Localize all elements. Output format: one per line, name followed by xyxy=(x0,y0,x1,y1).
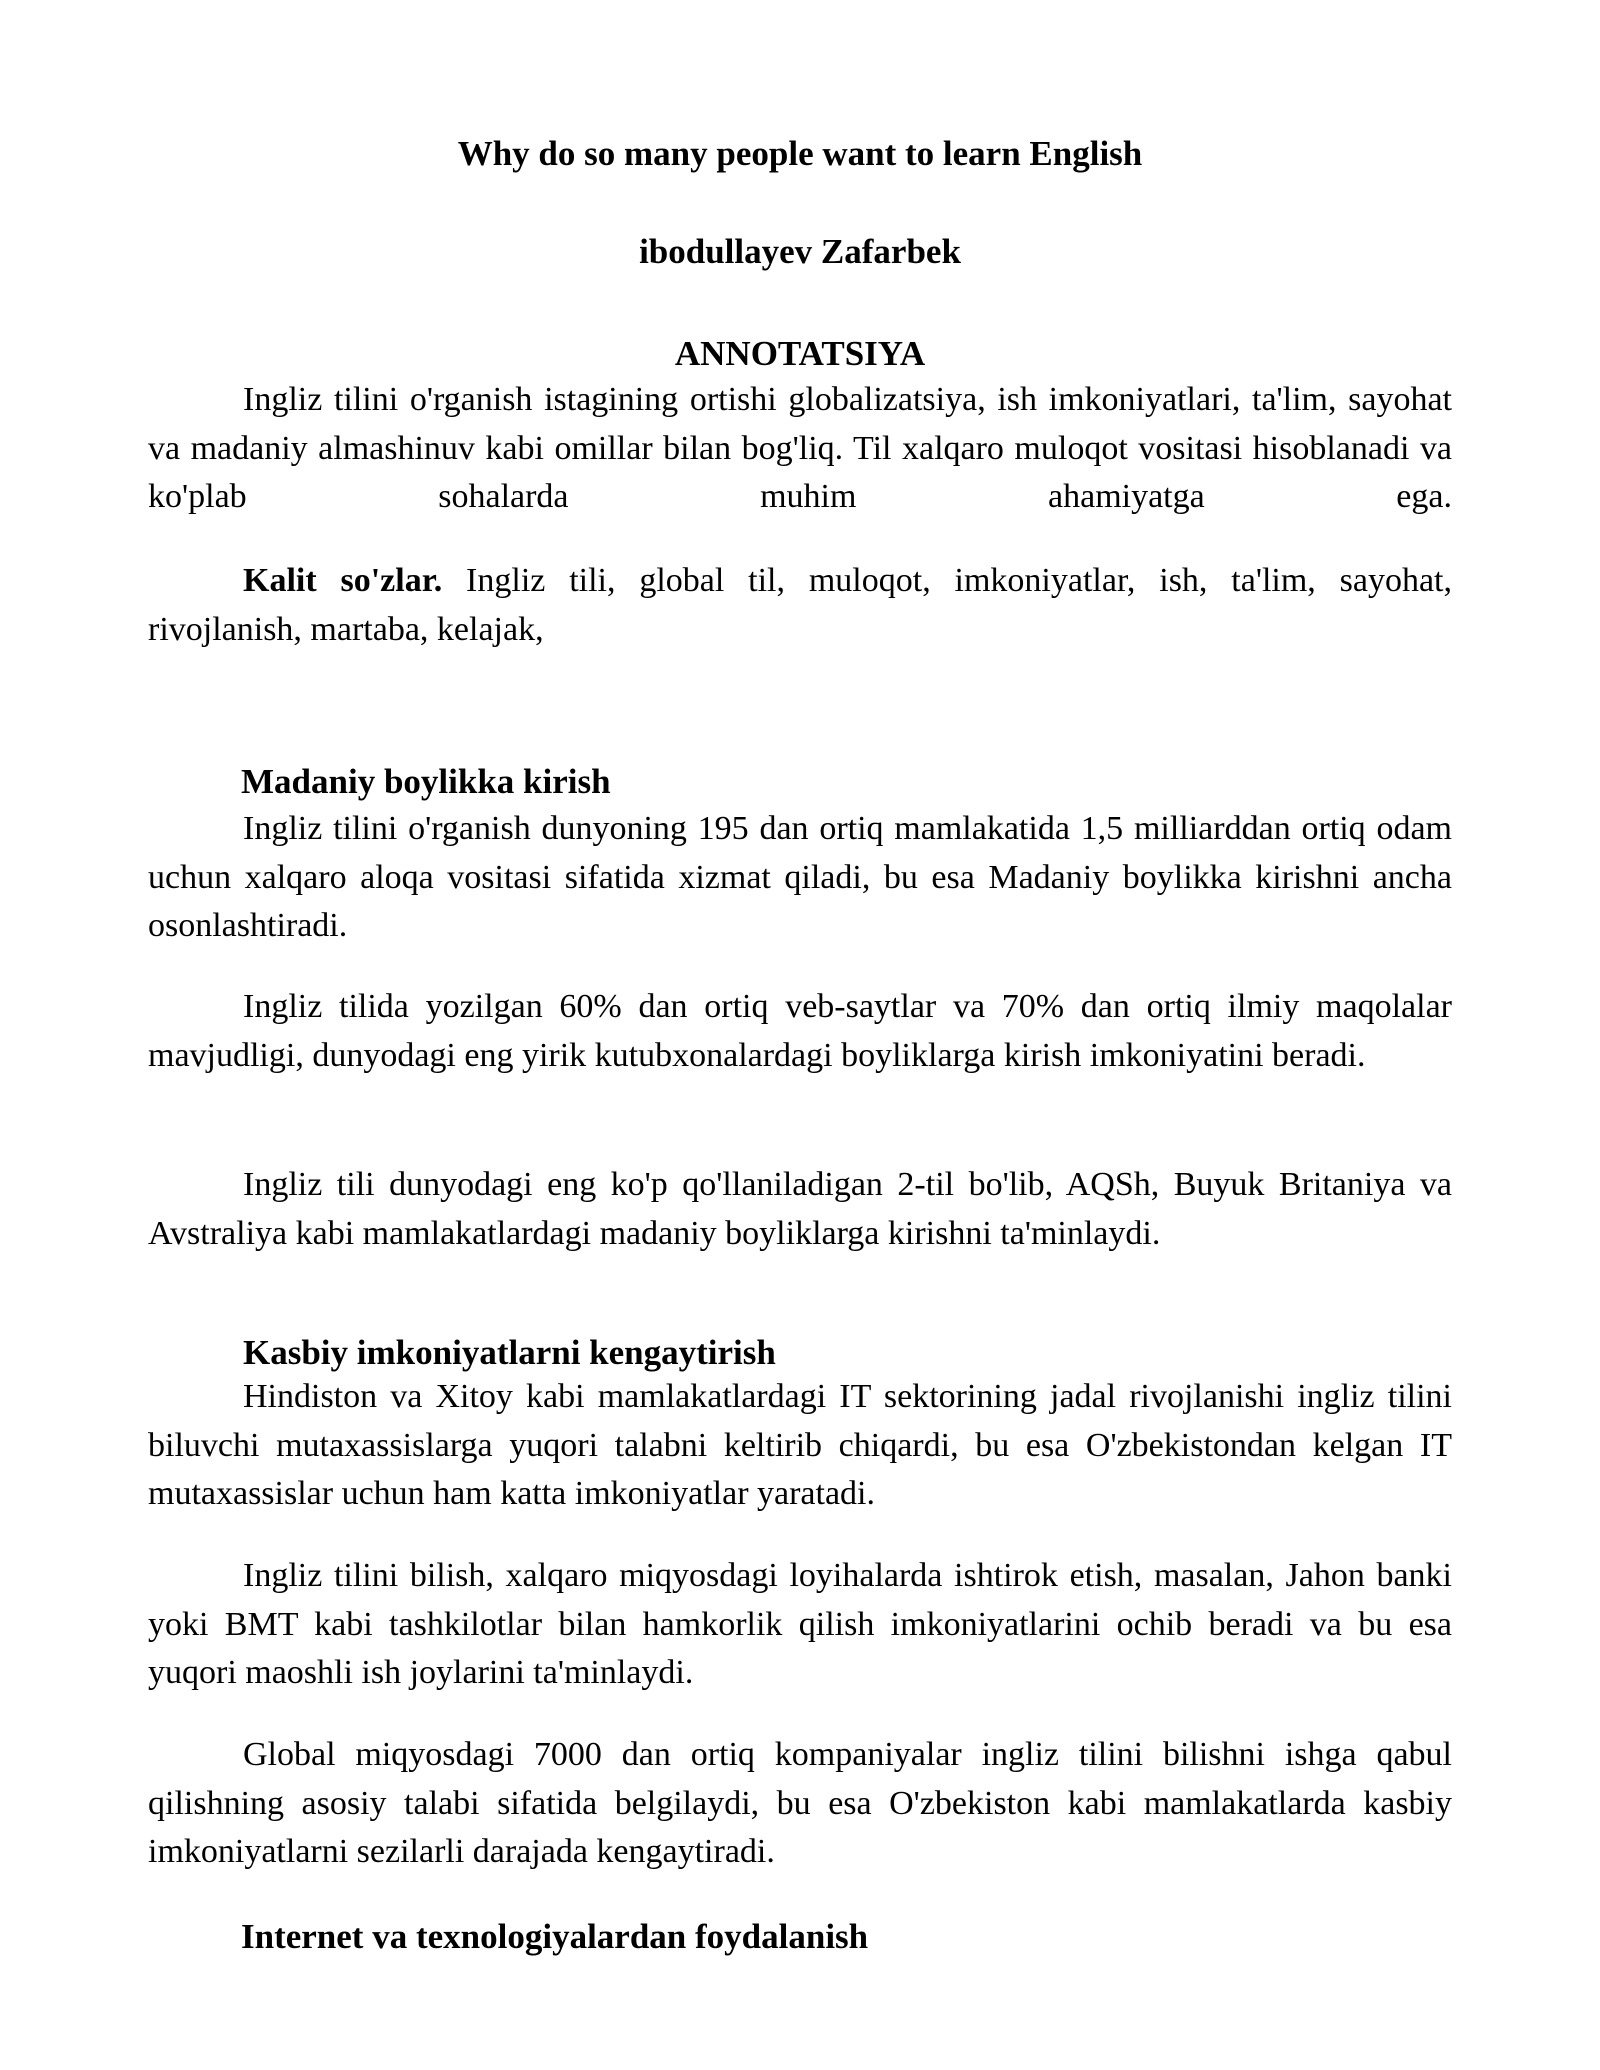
paragraph: Ingliz tilida yozilgan 60% dan ortiq veb-saytlar va 70% dan ortiq ilmiy maqolalar mavjudligi, dunyodagi eng yirik kutubxonalardagi boyliklarga kirish imkoniyatini beradi. xyxy=(148,988,1452,1074)
keywords-label: Kalit so'zlar. xyxy=(243,562,443,599)
section-1-paragraph-2 xyxy=(148,983,1452,1080)
author-name: ibodullayev Zafarbek xyxy=(639,232,961,271)
annotation-heading: ANNOTATSIYA xyxy=(674,334,926,373)
document-title: Why do so many people want to learn English xyxy=(457,134,1143,173)
annotation-block xyxy=(148,376,1452,522)
section-1-paragraph-3 xyxy=(148,1161,1452,1258)
annotation-paragraph: Ingliz tilini o'rganish istagining ortishi globalizatsiya, ish imkoniyatlari, ta'lim, sayohat va madaniy almashinuv kabi omillar bilan bog'liq. Til xalqaro muloqot vositasi hisoblanadi va ko'plab sohalarda muhim ahamiyatga ega. xyxy=(148,381,1452,515)
section-heading: Kasbiy imkoniyatlarni kengaytirish xyxy=(243,1333,776,1372)
section-1-paragraph-1 xyxy=(148,805,1452,951)
paragraph: Hindiston va Xitoy kabi mamlakatlardagi IT sektorining jadal rivojlanishi ingliz tilini biluvchi mutaxassislarga yuqori talabni keltirib chiqardi, bu esa O'zbekistondan kelgan IT mutaxassislar uchun ham katta imkoniyatlar yaratadi. xyxy=(148,1378,1452,1512)
keywords-list: Ingliz tili, global til, muloqot, imkoniyatlar, ish, ta'lim, sayohat, rivojlanish, martaba, kelajak, xyxy=(148,562,1452,648)
section-2-paragraph-3 xyxy=(148,1731,1452,1877)
paragraph: Ingliz tilini o'rganish dunyoning 195 dan ortiq mamlakatida 1,5 milliarddan ortiq odam uchun xalqaro aloqa vositasi sifatida xizmat qiladi, bu esa Madaniy boylikka kirishni ancha osonlashtiradi. xyxy=(148,810,1452,944)
section-heading: Madaniy boylikka kirish xyxy=(241,762,611,801)
section-heading: Internet va texnologiyalardan foydalanish xyxy=(241,1917,869,1956)
paragraph: Ingliz tili dunyodagi eng ko'p qo'llaniladigan 2-til bo'lib, AQSh, Buyuk Britaniya va Avstraliya kabi mamlakatlardagi madaniy boyliklarga kirishni ta'minlaydi. xyxy=(148,1166,1452,1252)
paragraph: Global miqyosdagi 7000 dan ortiq kompaniyalar ingliz tilini bilishni ishga qabul qilishning asosiy talabi sifatida belgilaydi, bu esa O'zbekiston kabi mamlakatlarda kasbiy imkoniyatlarni sezilarli darajada kengaytiradi. xyxy=(148,1736,1452,1870)
section-2-paragraph-1 xyxy=(148,1373,1452,1519)
section-2-paragraph-2 xyxy=(148,1552,1452,1698)
paragraph: Ingliz tilini bilish, xalqaro miqyosdagi loyihalarda ishtirok etish, masalan, Jahon banki yoki BMT kabi tashkilotlar bilan hamkorlik qilish imkoniyatlarini ochib beradi va bu esa yuqori maoshli ish joylarini ta'minlaydi. xyxy=(148,1557,1452,1691)
keywords-paragraph xyxy=(148,557,1452,654)
keywords-block xyxy=(148,557,1452,654)
